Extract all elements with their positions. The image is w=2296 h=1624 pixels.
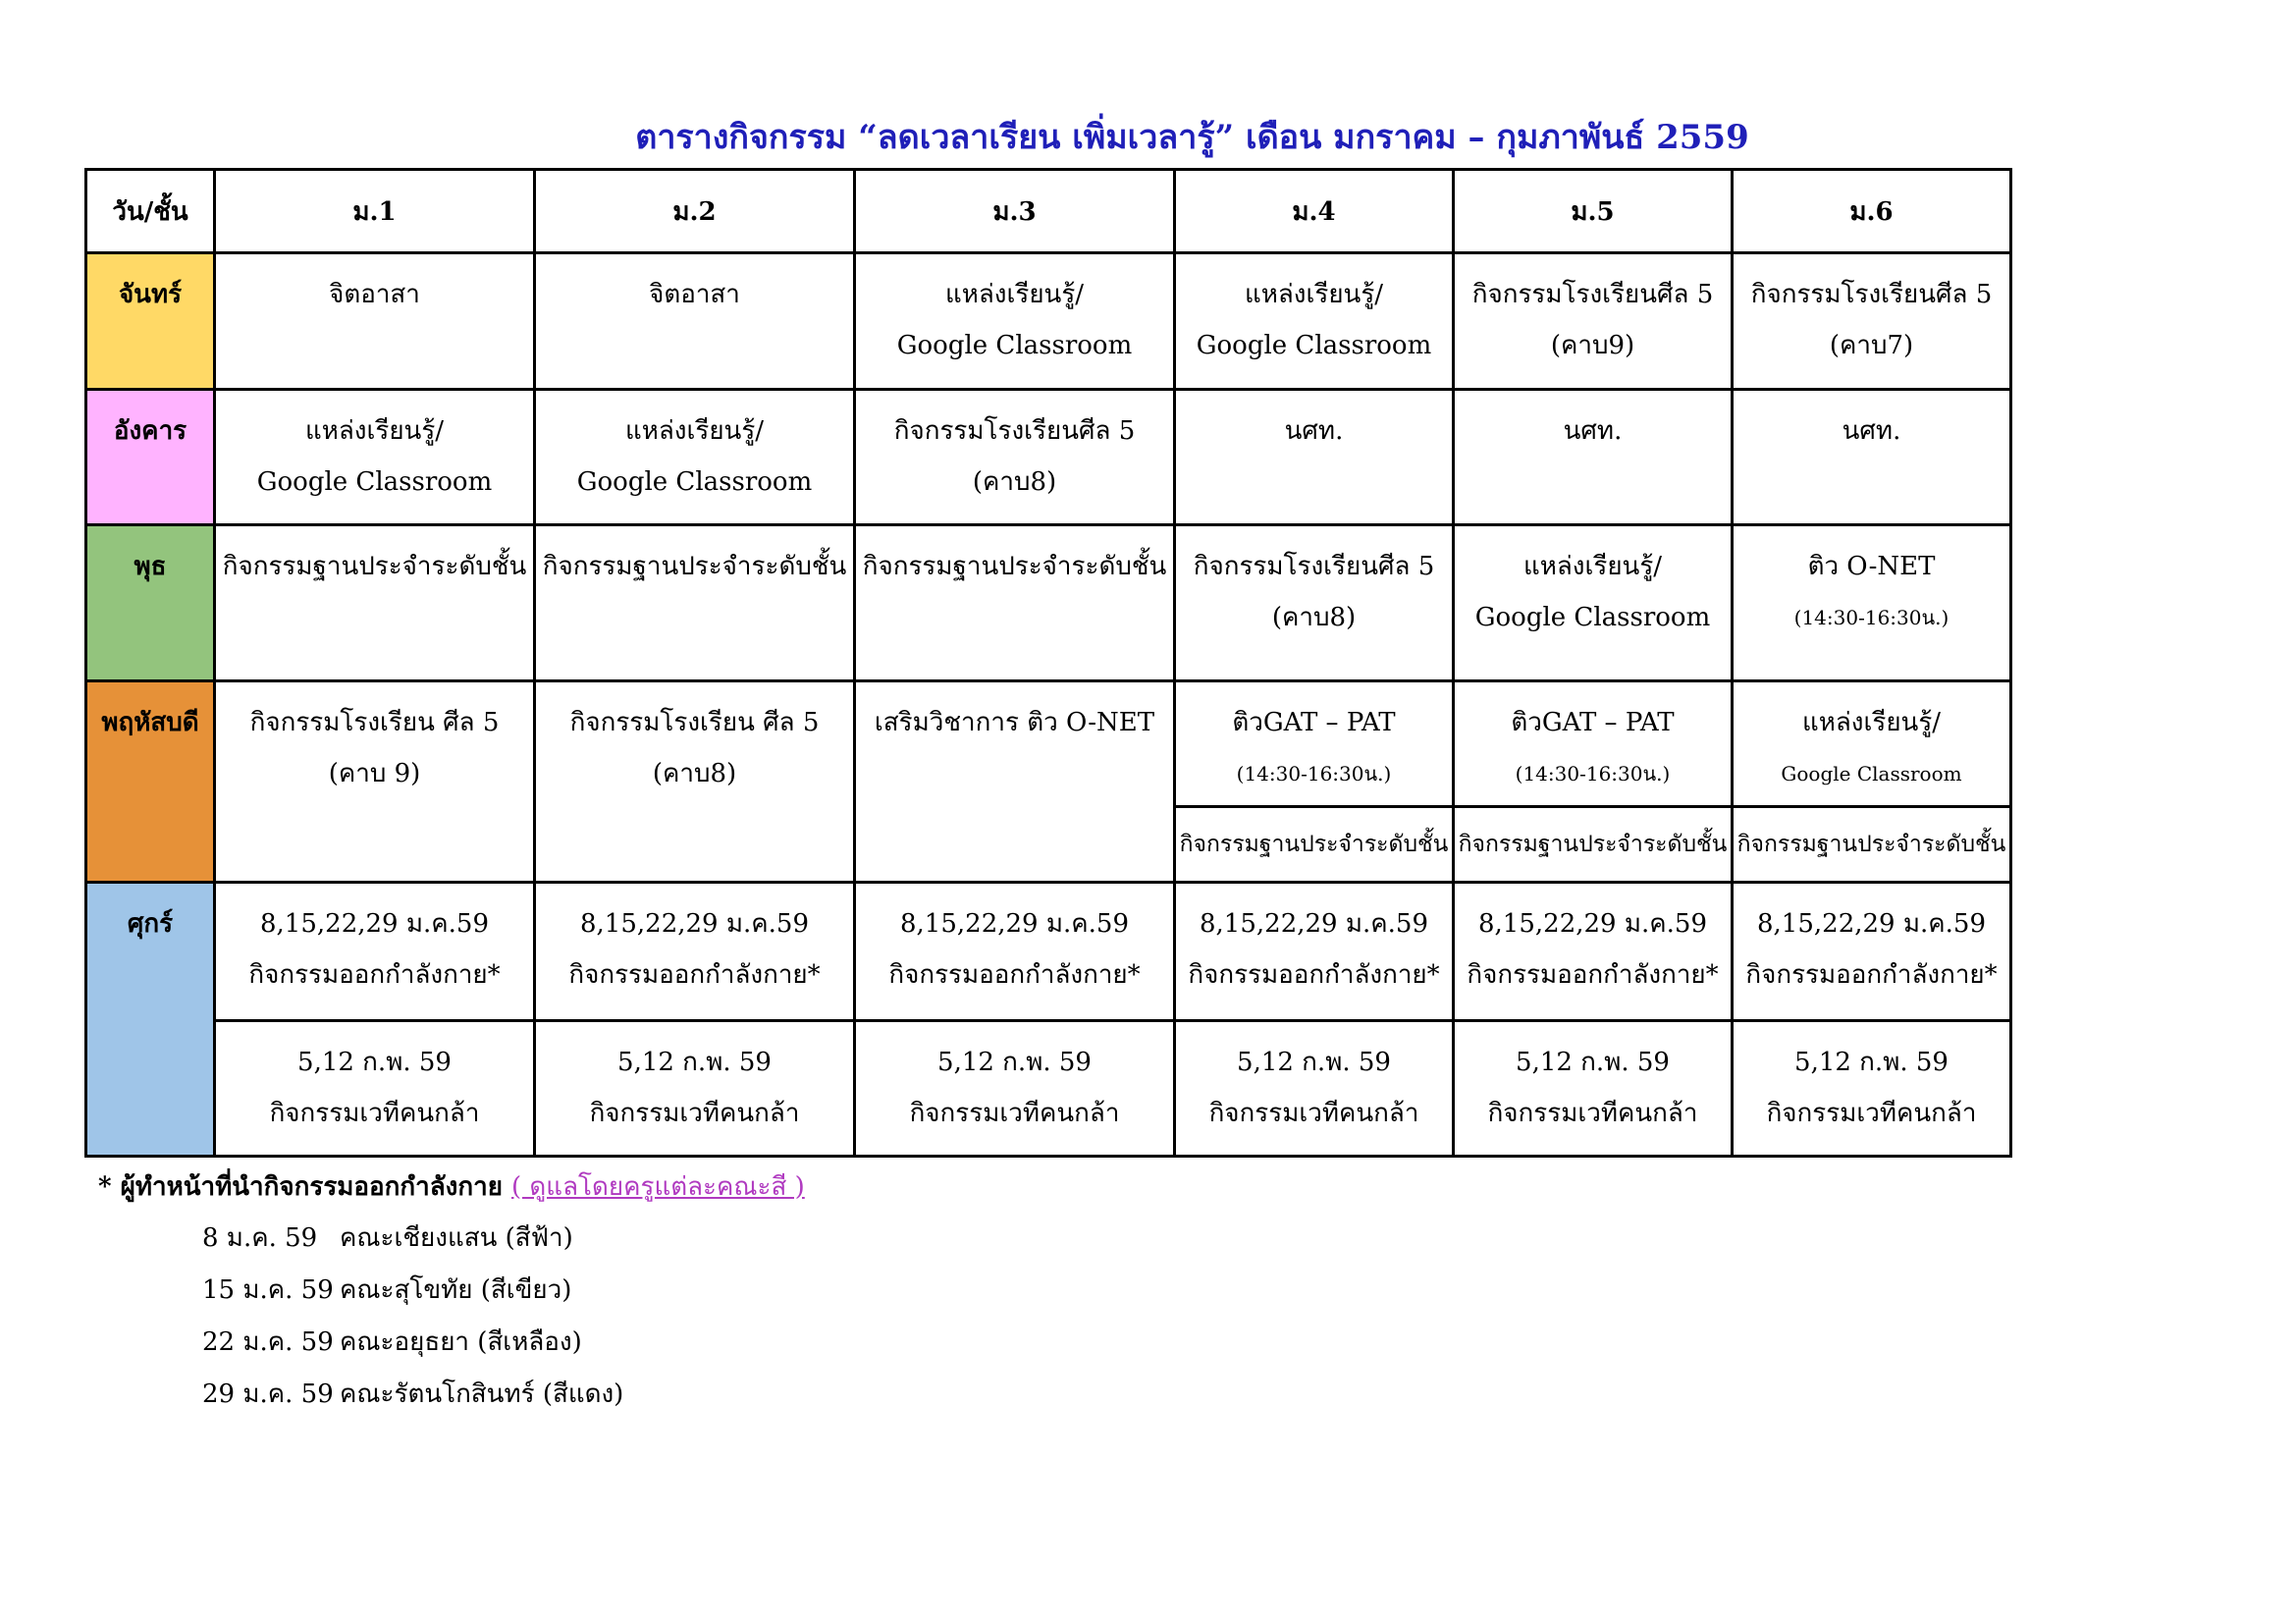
- cell-fri-b-m5: 5,12 ก.พ. 59 กิจกรรมเวทีคนกล้า: [1454, 1021, 1733, 1157]
- footnote-item-date: 8 ม.ค. 59: [202, 1223, 318, 1253]
- cell-mon-m4: แหล่งเรียนรู้/ Google Classroom: [1175, 253, 1454, 390]
- day-thursday: พฤหัสบดี: [86, 681, 215, 883]
- cell-wed-m5: แหล่งเรียนรู้/ Google Classroom: [1454, 525, 1733, 681]
- cell-tue-m1: แหล่งเรียนรู้/ Google Classroom: [215, 390, 535, 525]
- header-row: [86, 170, 2011, 253]
- cell-fri-b-m2: 5,12 ก.พ. 59 กิจกรรมเวทีคนกล้า: [535, 1021, 855, 1157]
- footnote-item-house: คณะเชียงแสน (สีฟ้า): [340, 1223, 573, 1253]
- footnote-item-house: คณะสุโขทัย (สีเขียว): [340, 1275, 572, 1305]
- cell-tue-m2: แหล่งเรียนรู้/ Google Classroom: [535, 390, 855, 525]
- cell-thu-m4-sub: กิจกรรมฐานประจำระดับชั้น: [1175, 807, 1454, 883]
- cell-wed-m2: กิจกรรมฐานประจำระดับชั้น: [535, 525, 855, 681]
- header-m4: ม.4: [1175, 170, 1454, 253]
- row-friday-b: [86, 1021, 2011, 1157]
- row-friday-a: [86, 883, 2011, 1021]
- cell-mon-m1: จิตอาสา: [215, 253, 535, 390]
- cell-mon-m5: กิจกรรมโรงเรียนศีล 5 (คาบ9): [1454, 253, 1733, 390]
- header-m5: ม.5: [1454, 170, 1733, 253]
- cell-wed-m6: ติว O-NET (14:30-16:30น.): [1733, 525, 2011, 681]
- cell-tue-m3: กิจกรรมโรงเรียนศีล 5 (คาบ8): [855, 390, 1175, 525]
- footnote-heading: [98, 1166, 805, 1207]
- cell-mon-m6: กิจกรรมโรงเรียนศีล 5 (คาบ7): [1733, 253, 2011, 390]
- footnote-item-date: 15 ม.ค. 59: [202, 1275, 334, 1305]
- cell-wed-m4: กิจกรรมโรงเรียนศีล 5 (คาบ8): [1175, 525, 1454, 681]
- footnote-item-date: 22 ม.ค. 59: [202, 1327, 334, 1357]
- cell-thu-m5: ติวGAT – PAT (14:30-16:30น.): [1454, 681, 1733, 807]
- footnote-item-3: [202, 1322, 582, 1362]
- cell-fri-b-m4: 5,12 ก.พ. 59 กิจกรรมเวทีคนกล้า: [1175, 1021, 1454, 1157]
- header-m2: ม.2: [535, 170, 855, 253]
- cell-fri-a-m2: 8,15,22,29 ม.ค.59 กิจกรรมออกกำลังกาย*: [535, 883, 855, 1021]
- cell-fri-a-m6: 8,15,22,29 ม.ค.59 กิจกรรมออกกำลังกาย*: [1733, 883, 2011, 1021]
- cell-fri-a-m3: 8,15,22,29 ม.ค.59 กิจกรรมออกกำลังกาย*: [855, 883, 1175, 1021]
- header-m1: ม.1: [215, 170, 535, 253]
- footnote-item-house: คณะอยุธยา (สีเหลือง): [340, 1327, 582, 1357]
- footnote-item-date: 29 ม.ค. 59: [202, 1380, 334, 1409]
- cell-wed-m1: กิจกรรมฐานประจำระดับชั้น: [215, 525, 535, 681]
- cell-thu-m4: ติวGAT – PAT (14:30-16:30น.): [1175, 681, 1454, 807]
- cell-thu-m1: กิจกรรมโรงเรียน ศีล 5 (คาบ 9): [215, 681, 535, 883]
- footnote-heading-text: * ผู้ทำหน้าที่นำกิจกรรมออกกำลังกาย: [98, 1172, 503, 1202]
- header-m6: ม.6: [1733, 170, 2011, 253]
- footnote-item-4: [202, 1374, 623, 1414]
- day-monday: จันทร์: [86, 253, 215, 390]
- footnote-item-2: [202, 1270, 571, 1310]
- row-monday: [86, 253, 2011, 390]
- day-tuesday: อังคาร: [86, 390, 215, 525]
- schedule-table: [84, 168, 2012, 1158]
- cell-thu-m3: เสริมวิชาการ ติว O-NET: [855, 681, 1175, 883]
- page-title: ตารางกิจกรรม “ลดเวลาเรียน เพิ่มเวลารู้” เดือน มกราคม – กุมภาพันธ์ 2559: [635, 118, 1749, 157]
- cell-fri-a-m4: 8,15,22,29 ม.ค.59 กิจกรรมออกกำลังกาย*: [1175, 883, 1454, 1021]
- cell-wed-m3: กิจกรรมฐานประจำระดับชั้น: [855, 525, 1175, 681]
- cell-thu-m6: แหล่งเรียนรู้/ Google Classroom: [1733, 681, 2011, 807]
- cell-fri-b-m6: 5,12 ก.พ. 59 กิจกรรมเวทีคนกล้า: [1733, 1021, 2011, 1157]
- cell-mon-m2: จิตอาสา: [535, 253, 855, 390]
- header-day-class: วัน/ชั้น: [86, 170, 215, 253]
- footnote-link[interactable]: ( ดูแลโดยครูแต่ละคณะสี ): [511, 1172, 805, 1202]
- cell-tue-m4: นศท.: [1175, 390, 1454, 525]
- cell-thu-m2: กิจกรรมโรงเรียน ศีล 5 (คาบ8): [535, 681, 855, 883]
- cell-mon-m3: แหล่งเรียนรู้/ Google Classroom: [855, 253, 1175, 390]
- cell-tue-m5: นศท.: [1454, 390, 1733, 525]
- cell-thu-m6-sub: กิจกรรมฐานประจำระดับชั้น: [1733, 807, 2011, 883]
- footnote-item-1: [202, 1218, 573, 1258]
- cell-fri-a-m5: 8,15,22,29 ม.ค.59 กิจกรรมออกกำลังกาย*: [1454, 883, 1733, 1021]
- row-thursday: [86, 681, 2011, 807]
- cell-fri-a-m1: 8,15,22,29 ม.ค.59 กิจกรรมออกกำลังกาย*: [215, 883, 535, 1021]
- cell-fri-b-m3: 5,12 ก.พ. 59 กิจกรรมเวทีคนกล้า: [855, 1021, 1175, 1157]
- row-wednesday: [86, 525, 2011, 681]
- day-wednesday: พุธ: [86, 525, 215, 681]
- cell-thu-m5-sub: กิจกรรมฐานประจำระดับชั้น: [1454, 807, 1733, 883]
- cell-fri-b-m1: 5,12 ก.พ. 59 กิจกรรมเวทีคนกล้า: [215, 1021, 535, 1157]
- row-tuesday: [86, 390, 2011, 525]
- cell-tue-m6: นศท.: [1733, 390, 2011, 525]
- header-m3: ม.3: [855, 170, 1175, 253]
- day-friday: ศุกร์: [86, 883, 215, 1157]
- footnote-item-house: คณะรัตนโกสินทร์ (สีแดง): [340, 1380, 624, 1409]
